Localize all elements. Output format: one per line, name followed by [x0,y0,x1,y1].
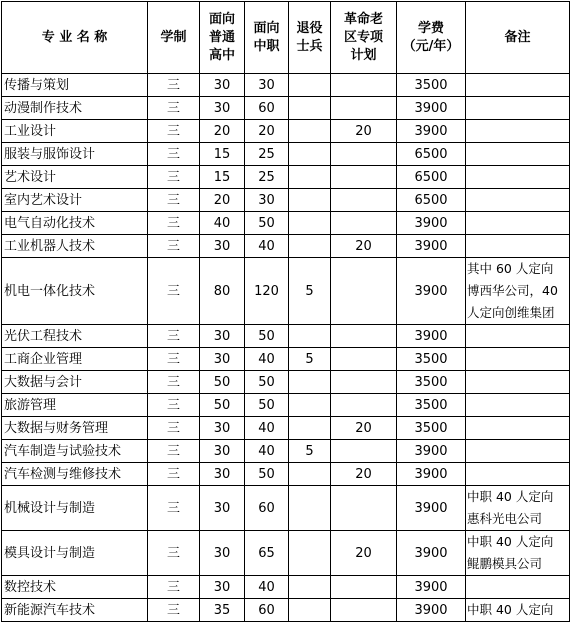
cell-major-name: 服装与服饰设计 [2,143,148,166]
cell-years: 三 [148,143,200,166]
header-major-name: 专 业 名 称 [2,2,148,74]
table-row [2,599,570,622]
cell-general-highschool: 20 [200,189,245,212]
cell-revolutionary-area-plan [331,143,397,166]
cell-revolutionary-area-plan [331,189,397,212]
cell-vocational: 25 [245,166,289,189]
cell-years: 三 [148,235,200,258]
table-row [2,531,570,576]
cell-years: 三 [148,463,200,486]
cell-revolutionary-area-plan [331,394,397,417]
cell-vocational: 40 [245,417,289,440]
cell-major-name: 汽车检测与维修技术 [2,463,148,486]
cell-revolutionary-area-plan: 20 [331,531,397,576]
table-row [2,97,570,120]
cell-major-name: 工业设计 [2,120,148,143]
cell-major-name: 旅游管理 [2,394,148,417]
cell-veterans [289,576,331,599]
cell-vocational: 40 [245,235,289,258]
cell-major-name: 室内艺术设计 [2,189,148,212]
cell-revolutionary-area-plan [331,599,397,622]
cell-tuition: 3900 [397,531,466,576]
cell-years: 三 [148,440,200,463]
table-row [2,74,570,97]
header-veterans: 退役 士兵 [289,2,331,74]
cell-notes [466,120,570,143]
cell-veterans [289,531,331,576]
cell-general-highschool: 30 [200,486,245,531]
table-row [2,348,570,371]
cell-veterans: 5 [289,440,331,463]
cell-veterans [289,235,331,258]
cell-vocational: 40 [245,348,289,371]
table-row [2,189,570,212]
table-row [2,417,570,440]
cell-years: 三 [148,325,200,348]
cell-years: 三 [148,166,200,189]
cell-vocational: 60 [245,97,289,120]
cell-notes [466,325,570,348]
cell-vocational: 65 [245,531,289,576]
cell-veterans [289,97,331,120]
cell-veterans [289,120,331,143]
cell-revolutionary-area-plan: 20 [331,120,397,143]
cell-revolutionary-area-plan [331,371,397,394]
table-row [2,394,570,417]
cell-tuition: 3500 [397,394,466,417]
cell-tuition: 3900 [397,212,466,235]
cell-years: 三 [148,531,200,576]
cell-major-name: 传播与策划 [2,74,148,97]
cell-major-name: 新能源汽车技术 [2,599,148,622]
cell-major-name: 机电一体化技术 [2,258,148,325]
cell-years: 三 [148,417,200,440]
cell-tuition: 6500 [397,189,466,212]
table-row [2,486,570,531]
cell-notes [466,348,570,371]
header-general-highschool: 面向 普通 高中 [200,2,245,74]
cell-veterans: 5 [289,258,331,325]
cell-vocational: 30 [245,74,289,97]
cell-vocational: 120 [245,258,289,325]
cell-veterans [289,143,331,166]
cell-major-name: 工商企业管理 [2,348,148,371]
cell-revolutionary-area-plan: 20 [331,235,397,258]
header-revolutionary-area-plan: 革命老 区专项 计划 [331,2,397,74]
table-row [2,576,570,599]
cell-notes [466,440,570,463]
cell-tuition: 3900 [397,235,466,258]
cell-vocational: 40 [245,440,289,463]
cell-tuition: 3500 [397,417,466,440]
cell-years: 三 [148,74,200,97]
cell-general-highschool: 20 [200,120,245,143]
table-row [2,325,570,348]
cell-tuition: 3900 [397,576,466,599]
cell-general-highschool: 30 [200,463,245,486]
cell-notes: 中职 40 人定向 惠科光电公司 [466,486,570,531]
cell-tuition: 3900 [397,120,466,143]
cell-vocational: 25 [245,143,289,166]
cell-veterans [289,189,331,212]
cell-notes [466,212,570,235]
cell-tuition: 3900 [397,97,466,120]
cell-notes: 中职 40 人定向 鲲鹏模具公司 [466,531,570,576]
cell-notes [466,166,570,189]
cell-tuition: 6500 [397,166,466,189]
cell-veterans [289,463,331,486]
cell-years: 三 [148,371,200,394]
cell-vocational: 50 [245,212,289,235]
cell-tuition: 3900 [397,486,466,531]
cell-tuition: 3900 [397,440,466,463]
table-row [2,166,570,189]
cell-general-highschool: 35 [200,599,245,622]
cell-years: 三 [148,189,200,212]
cell-notes [466,463,570,486]
cell-revolutionary-area-plan [331,258,397,325]
cell-revolutionary-area-plan [331,348,397,371]
cell-years: 三 [148,212,200,235]
cell-years: 三 [148,120,200,143]
cell-revolutionary-area-plan [331,576,397,599]
cell-major-name: 数控技术 [2,576,148,599]
cell-notes [466,371,570,394]
cell-years: 三 [148,97,200,120]
header-notes: 备注 [466,2,570,74]
cell-general-highschool: 30 [200,417,245,440]
cell-veterans [289,74,331,97]
cell-tuition: 6500 [397,143,466,166]
cell-revolutionary-area-plan [331,440,397,463]
cell-vocational: 50 [245,325,289,348]
cell-major-name: 电气自动化技术 [2,212,148,235]
cell-revolutionary-area-plan [331,212,397,235]
cell-revolutionary-area-plan [331,486,397,531]
cell-years: 三 [148,394,200,417]
table-row [2,143,570,166]
cell-notes [466,235,570,258]
cell-tuition: 3900 [397,599,466,622]
cell-major-name: 大数据与会计 [2,371,148,394]
cell-veterans [289,166,331,189]
cell-revolutionary-area-plan [331,166,397,189]
cell-revolutionary-area-plan [331,97,397,120]
cell-general-highschool: 15 [200,166,245,189]
cell-general-highschool: 30 [200,348,245,371]
table-row [2,120,570,143]
cell-notes [466,417,570,440]
cell-vocational: 60 [245,486,289,531]
cell-notes [466,576,570,599]
cell-vocational: 40 [245,576,289,599]
cell-vocational: 50 [245,463,289,486]
table-row [2,212,570,235]
header-years: 学制 [148,2,200,74]
cell-vocational: 60 [245,599,289,622]
cell-general-highschool: 15 [200,143,245,166]
cell-years: 三 [148,576,200,599]
cell-years: 三 [148,258,200,325]
cell-notes: 其中 60 人定向 博西华公司，40 人定向创维集团 [466,258,570,325]
cell-general-highschool: 40 [200,212,245,235]
cell-general-highschool: 30 [200,531,245,576]
cell-veterans [289,371,331,394]
cell-vocational: 50 [245,371,289,394]
cell-general-highschool: 30 [200,440,245,463]
cell-tuition: 3500 [397,74,466,97]
table-row [2,463,570,486]
cell-notes [466,74,570,97]
cell-major-name: 工业机器人技术 [2,235,148,258]
cell-revolutionary-area-plan: 20 [331,417,397,440]
cell-revolutionary-area-plan: 20 [331,463,397,486]
cell-notes [466,394,570,417]
cell-years: 三 [148,486,200,531]
cell-tuition: 3500 [397,371,466,394]
cell-notes [466,97,570,120]
cell-revolutionary-area-plan [331,74,397,97]
header-tuition: 学费 （元/年） [397,2,466,74]
header-vocational: 面向 中职 [245,2,289,74]
cell-years: 三 [148,599,200,622]
cell-veterans [289,212,331,235]
cell-veterans [289,417,331,440]
cell-notes: 中职 40 人定向 [466,599,570,622]
cell-tuition: 3900 [397,463,466,486]
cell-years: 三 [148,348,200,371]
table-row [2,440,570,463]
header-row [2,2,570,74]
cell-general-highschool: 30 [200,235,245,258]
cell-general-highschool: 80 [200,258,245,325]
cell-general-highschool: 30 [200,576,245,599]
cell-major-name: 大数据与财务管理 [2,417,148,440]
cell-major-name: 艺术设计 [2,166,148,189]
cell-general-highschool: 30 [200,74,245,97]
cell-veterans [289,325,331,348]
cell-notes [466,143,570,166]
table-row [2,371,570,394]
cell-notes [466,189,570,212]
cell-general-highschool: 50 [200,394,245,417]
cell-tuition: 3900 [397,325,466,348]
cell-major-name: 光伏工程技术 [2,325,148,348]
cell-major-name: 机械设计与制造 [2,486,148,531]
cell-general-highschool: 50 [200,371,245,394]
enrollment-plan-table [1,1,570,622]
table-row [2,235,570,258]
cell-veterans [289,599,331,622]
cell-major-name: 汽车制造与试验技术 [2,440,148,463]
cell-tuition: 3500 [397,348,466,371]
cell-revolutionary-area-plan [331,325,397,348]
cell-tuition: 3900 [397,258,466,325]
cell-vocational: 50 [245,394,289,417]
cell-general-highschool: 30 [200,97,245,120]
cell-major-name: 动漫制作技术 [2,97,148,120]
cell-veterans: 5 [289,348,331,371]
cell-veterans [289,394,331,417]
cell-vocational: 30 [245,189,289,212]
cell-veterans [289,486,331,531]
cell-vocational: 20 [245,120,289,143]
cell-major-name: 模具设计与制造 [2,531,148,576]
cell-general-highschool: 30 [200,325,245,348]
table-row [2,258,570,325]
